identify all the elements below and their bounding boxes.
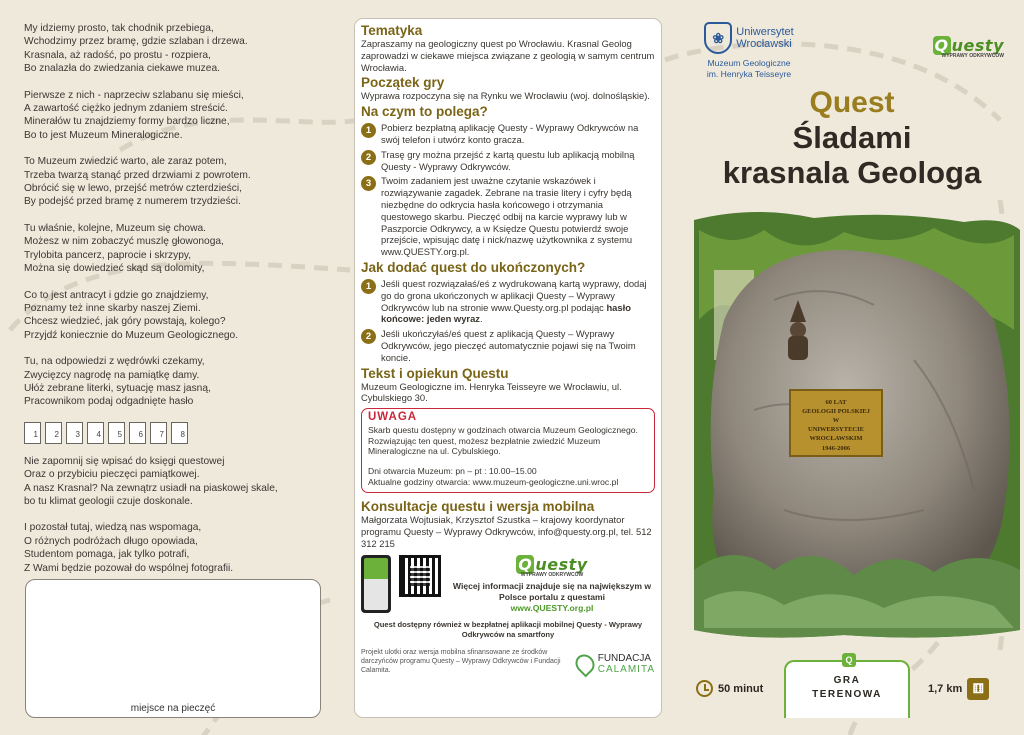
questy-pin-icon: Q: [842, 653, 856, 667]
step-text: Jeśli quest rozwiązałaś/eś z wydrukowaną kartą wyprawy, dodaj go do grona ukończonych w aplikacji Questy – Wyprawy Odkrywców lub na stronie www.Questy.org.pl podając hasło końcowe: jeden wyraz.: [381, 277, 647, 325]
promo-url[interactable]: www.QUESTY.org.pl: [510, 603, 594, 614]
step-item: [361, 175, 655, 258]
footer-note: Projekt ulotki oraz wersja mobilna sfinansowane ze środków darczyńców programu Questy – Wyprawy Odkrywców i Fundacji Calamita.: [361, 649, 561, 675]
code-letter-box[interactable]: 6: [129, 422, 146, 444]
info-panel: [354, 18, 662, 718]
poem-stanza: [24, 355, 334, 409]
tekst-text: Muzeum Geologiczne im. Henryka Teisseyre we Wrocławiu, ul. Cybulskiego 30.: [361, 380, 622, 404]
app-note: Quest dostępny również w bezpłatnej aplikacji mobilnej Questy - Wyprawy Odkrywców na smartfony: [373, 620, 643, 640]
poem-stanza: [24, 521, 334, 575]
heading-jak-dodac: Jak dodać quest do ukończonych?: [361, 259, 586, 275]
poem-line: Oraz o przybiciu pieczęci pamiątkowej.: [24, 469, 200, 481]
boulder-photo: [694, 210, 1020, 642]
step-text: Jeśli ukończyłaś/eś quest z aplikacją Questy – Wyprawy Odkrywców, jego pieczęć automatycznie pojawi się na Twoim koncie.: [381, 328, 636, 363]
poem-line: Chcesz wiedzieć, jak góry powstają, kolego?: [24, 316, 226, 328]
code-letter-box[interactable]: 4: [87, 422, 104, 444]
poem-line: Przyjdź koniecznie do Muzeum Geologicznego.: [24, 329, 239, 341]
quest-title: Quest Śladami krasnala Geologa: [722, 86, 982, 190]
poem-stanza: [24, 289, 334, 343]
app-promo: [361, 555, 655, 614]
add-steps-list: [361, 278, 655, 364]
code-letter-box[interactable]: 3: [66, 422, 83, 444]
university-crest-icon: ❀: [704, 22, 732, 54]
poem-line: Ułóż zebrane literki, sytuację masz jasną,: [24, 382, 211, 394]
step-number-badge: 2: [361, 150, 376, 165]
university-logo: ❀ Uniwersytet Wrocławski Muzeum Geologiczne im. Henryka Teisseyre: [694, 22, 804, 79]
poem-line: Krasnala, aż radość, po prostu - rozpiera,: [24, 49, 211, 61]
poczatek-text: Wyprawa rozpoczyna się na Rynku we Wrocławiu (woj. dolnośląskie).: [361, 90, 650, 102]
poem-line: Studentom pomaga, jak tylko potrafi,: [24, 549, 190, 561]
poem-stanza: [24, 222, 334, 276]
plaque: [790, 390, 882, 456]
quest-meta-bar: [680, 655, 1024, 720]
poem-line: Zwycięzcy nagrodę na pamiątkę damy.: [24, 369, 200, 381]
step-number-badge: 1: [361, 279, 376, 294]
code-letter-box[interactable]: 2: [45, 422, 62, 444]
poem-stanza: [24, 455, 334, 509]
stamp-label: miejsce na pieczęć: [130, 703, 216, 714]
poem-line: My idziemy prosto, tak chodnik przebiega,: [24, 23, 214, 34]
warning-box: [361, 408, 655, 493]
heading-poczatek: Początek gry: [361, 75, 445, 91]
heading-tekst: Tekst i opiekun Questu: [361, 365, 509, 381]
plaque-line-4: UNIWERSYTECIE: [808, 426, 864, 433]
heading-konsultacje: Konsultacje questu i wersja mobilna: [361, 499, 595, 515]
poem-line: Możesz w nim zobaczyć muszlę głowonoga,: [24, 236, 224, 248]
step-item: [361, 278, 655, 325]
poem-line: To Muzeum zwiedzić warto, ale zaraz potem,: [24, 156, 227, 168]
calamita-icon: [571, 651, 598, 678]
code-letter-box[interactable]: 7: [150, 422, 167, 444]
steps-list: [361, 122, 655, 258]
poem-line: A nasz Krasnal? Na zewnątrz usiadł na piaskowej skale,: [24, 482, 278, 494]
phone-icon: [361, 555, 391, 613]
poem-line: Wchodzimy przez bramę, gdzie szlaban i drzewa.: [24, 36, 248, 48]
poem-line: Co to jest antracyt i gdzie go znajdziemy,: [24, 289, 209, 301]
poem-line: Tu właśnie, kolejne, Muzeum się chowa.: [24, 222, 206, 234]
hiker-icon: ⚅: [967, 678, 989, 700]
clock-icon: [696, 680, 713, 697]
plaque-line-6: 1946-2006: [821, 445, 851, 452]
code-letter-box[interactable]: 8: [171, 422, 188, 444]
poem-line: Nie zapomnij się wpisać do księgi questowej: [24, 455, 225, 467]
poem-line: Pracownikom podaj odgadnięte hasło: [24, 396, 194, 408]
fundacja-calamita-logo: FUNDACJA CALAMITA: [576, 653, 655, 675]
poem-line: Minerałów tu znajdziemy formy bardzo liczne,: [24, 116, 230, 128]
plaque-line-1: 60 LAT: [825, 399, 847, 406]
step-number-badge: 3: [361, 176, 376, 191]
heading-tematyka: Tematyka: [361, 23, 423, 38]
poem-line: Bo znalazła do zwiedzania ciekawe muzea.: [24, 63, 220, 75]
poem-line: By podejść przed bramę z numerem trzydzieści.: [24, 196, 241, 208]
poem-line: O różnych podróżach długo opowiada,: [24, 535, 198, 547]
step-text: Pobierz bezpłatną aplikację Questy - Wyprawy Odkrywców na swój telefon i utwórz konto gracza.: [381, 122, 639, 145]
poem-line: Poznamy też inne skarby naszej Ziemi.: [24, 302, 201, 314]
poem-line: Trylobita pancerz, paprocie i skrzypy,: [24, 249, 192, 261]
code-letter-box[interactable]: 5: [108, 422, 125, 444]
step-text: Twoim zadaniem jest uważne czytanie wskazówek i rozwiązywanie zagadek. Zebrane na trasie litery i cyfry będą niezbędne do odkrycia hasła końcowego i otrzymania questowego skarbu. Pieczęć odbij na karcie wyprawy lub w Paszporcie Odkrywcy, a w Księdze Questu potwierdź swoje przejście, wpisując datę i nick/nazwę użytkownika z systemu www.QUESTY.org.pl.: [381, 175, 633, 258]
step-item: [361, 122, 655, 146]
poem-line: Bo to jest Muzeum Mineralogiczne.: [24, 129, 183, 141]
warning-current-hours[interactable]: Aktualne godziny otwarcia: www.muzeum-geologiczne.uni.wroc.pl: [368, 476, 619, 487]
poem-stanza: [24, 89, 334, 143]
plaque-line-3: W: [832, 417, 840, 424]
poem-stanza: [24, 22, 334, 76]
code-boxes[interactable]: [24, 422, 334, 444]
distance: 1,7 km ⚅: [928, 678, 989, 700]
poem-stanza: [24, 155, 334, 209]
poem-line: Tu, na odpowiedzi z wędrówki czekamy,: [24, 356, 205, 368]
heading-na-czym: Na czym to polega?: [361, 104, 488, 120]
qr-code-icon[interactable]: [399, 555, 441, 597]
promo-info: Więcej informacji znajduje się na największym w Polsce portalu z questami: [452, 581, 652, 603]
poem-line: Pierwsze z nich - naprzeciw szlabanu się mieści,: [24, 89, 244, 101]
step-text: Trasę gry można przejść z kartą questu lub aplikacją mobilną Questy - Wyprawy Odkrywców.: [381, 148, 635, 172]
warning-hours: Dni otwarcia Muzeum: pn – pt : 10.00–15.00: [368, 465, 537, 476]
questy-logo: Q uesty WYPRAWY ODKRYWCÓW: [518, 555, 588, 579]
code-letter-box[interactable]: 1: [24, 422, 41, 444]
duration: 50 minut: [696, 680, 763, 697]
cover-panel: [680, 0, 1024, 735]
stamp-area: [25, 579, 321, 718]
plaque-line-5: WROCŁAWSKIM: [809, 435, 863, 442]
poem-panel: [24, 22, 334, 588]
tematyka-text: Zapraszamy na geologiczny quest po Wrocławiu. Krasnal Geolog zaprowadzi w ciekawe miejsca związane z geologią w samym centrum Wrocławia.: [361, 38, 655, 73]
poem-line: A zawartość ciężko jednym zdaniem streścić.: [24, 103, 228, 115]
plaque-line-2: GEOLOGII POLSKIEJ: [802, 408, 870, 415]
poem-line: I pozostał tutaj, wiedzą nas wspomaga,: [24, 522, 202, 534]
step-number-badge: 1: [361, 123, 376, 138]
warning-text: Skarb questu dostępny w godzinach otwarcia Muzeum Geologicznego. Rozwiązując ten quest, możesz bezpłatnie zwiedzić Muzeum Mineralogiczne na ul. Cybulskiego.: [368, 425, 638, 457]
game-type-badge: Q GRA TERENOWA: [784, 660, 910, 718]
poem-line: Można się dowiedzieć skąd są dolomity,: [24, 263, 205, 275]
poem-line: bo tu klimat geologii czuje doskonale.: [24, 495, 193, 507]
step-item: [361, 328, 655, 363]
poem-line: Obrócić się w lewo, przejść metrów czterdzieści,: [24, 183, 242, 195]
poem-line: Z Wami będzie pozował do wspólnej fotografii.: [24, 562, 234, 574]
konsultacje-text: Małgorzata Wojtusiak, Krzysztof Szustka – krajowy koordynator programu Questy – Wyprawy Odkrywców, info@questy.org.pl, tel. 512 312 215: [361, 514, 652, 549]
step-number-badge: 2: [361, 329, 376, 344]
poem-line: Trzeba twarzą stanąć przed drzwiami z powrotem.: [24, 169, 251, 181]
step-item: [361, 149, 655, 173]
warning-title: UWAGA: [368, 411, 418, 424]
questy-logo-top: Q uesty WYPRAWY ODKRYWCÓW: [934, 36, 1004, 59]
